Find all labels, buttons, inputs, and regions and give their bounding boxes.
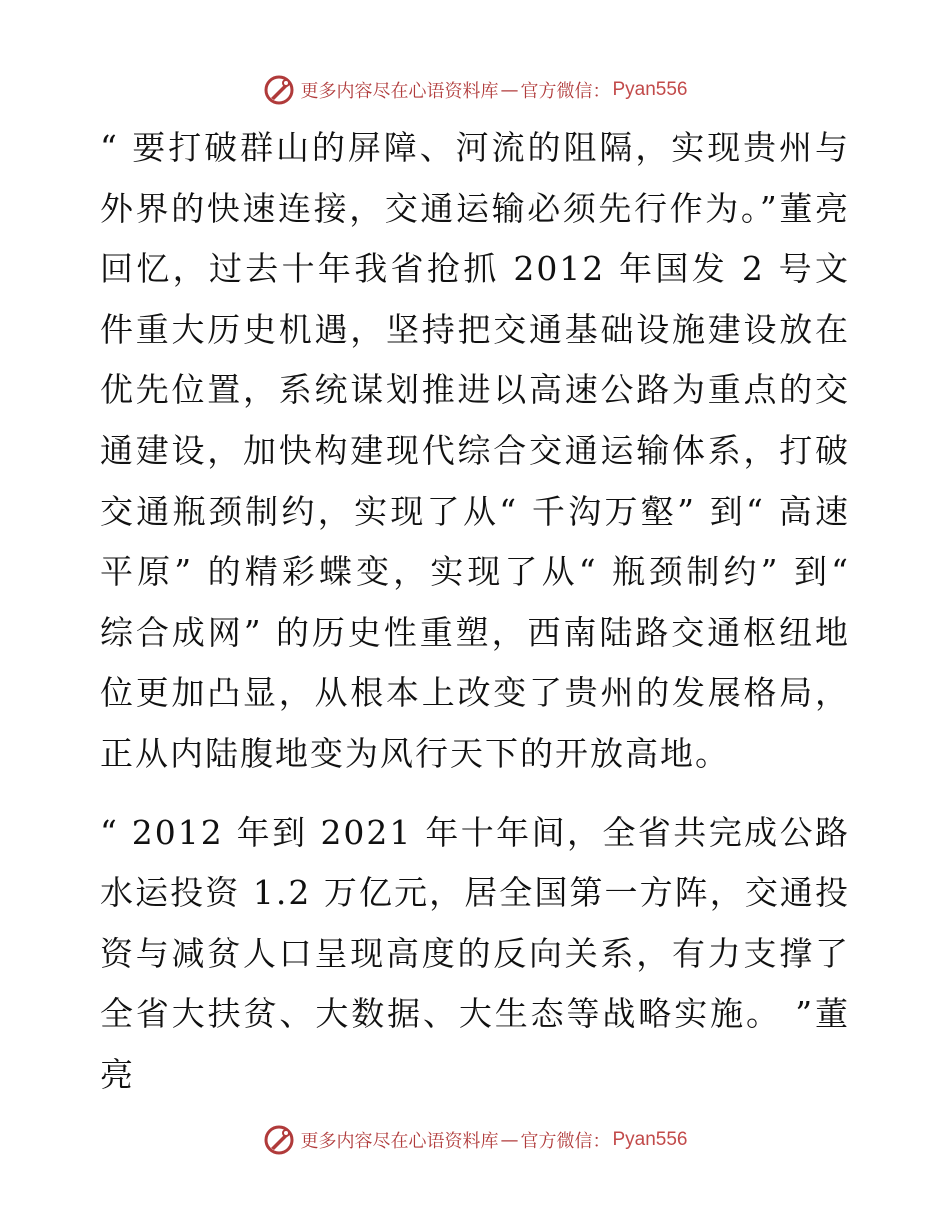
quill-circle-icon [262, 1123, 296, 1157]
banner-wechat-label: 官方微信： [520, 1131, 611, 1152]
header-banner [0, 70, 950, 110]
banner-site-text: 更多内容尽在心语资料库 [300, 1131, 499, 1152]
banner-wechat-id: Pyan556 [612, 1129, 688, 1150]
document-body [100, 118, 850, 1106]
paragraph-2: “ 2012 年到 2021 年十年间，全省共完成公路水运投资 1.2 万亿元，居全国第一方阵，交通投资与减贫人口呈现高度的反向关系，有力支撑了全省大扶贫、大数据、大生态等战略实施。 ”董亮 [100, 812, 850, 1094]
paragraph-1: “ 要打破群山的屏障、河流的阻隔，实现贵州与外界的快速连接，交通运输必须先行作为。”董亮回忆，过去十年我省抢抓 2012 年国发 2 号文件重大历史机遇，坚持把交通基础设施建设放在优先位置，系统谋划推进以高速公路为重点的交通建设，加快构建现代综合交通运输体系，打破交通瓶颈制约，实现了从“ 千沟万壑” 到“ 高速平原” 的精彩蝶变，实现了从“ 瓶颈制约” 到“ 综合成网” 的历史性重塑，西南陆路交通枢纽地位更加凸显，从根本上改变了贵州的发展格局，正从内陆腹地变为风行天下的开放高地。 [100, 128, 850, 773]
banner-separator: — [500, 1129, 519, 1151]
banner-wechat-label: 官方微信： [520, 81, 611, 102]
quill-circle-icon [262, 73, 296, 107]
banner-separator: — [500, 79, 519, 101]
footer-banner [0, 1120, 950, 1160]
banner-wechat-id: Pyan556 [612, 79, 688, 100]
banner-site-text: 更多内容尽在心语资料库 [300, 81, 499, 102]
